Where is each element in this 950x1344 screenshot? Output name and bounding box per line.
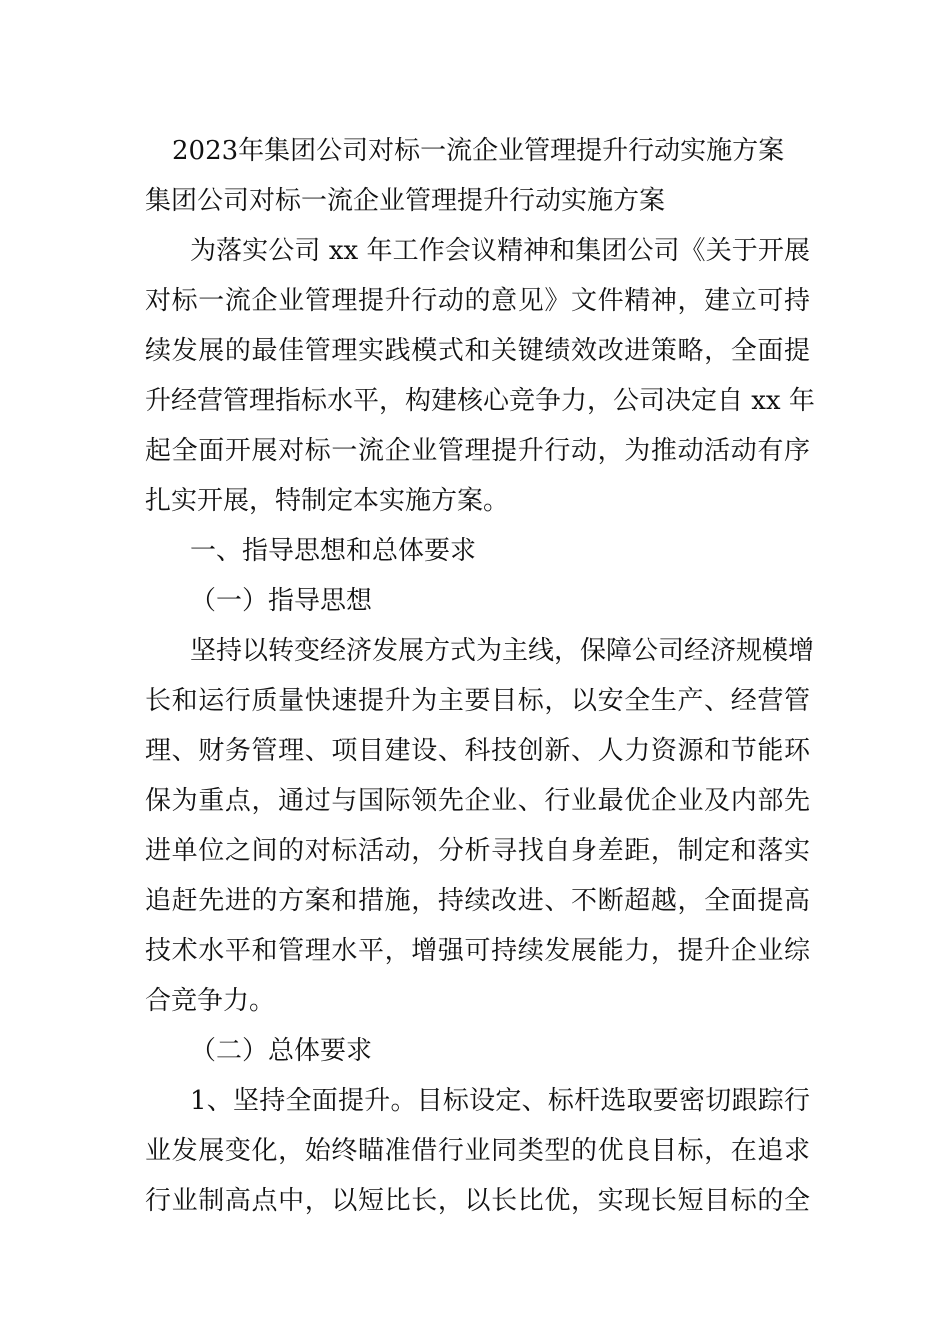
paragraph-line: 合竞争力。 <box>145 986 276 1016</box>
paragraph-line: 追赶先进的方案和措施，持续改进、不断超越，全面提高 <box>145 886 810 916</box>
paragraph-line: 扎实开展，特制定本实施方案。 <box>145 486 510 516</box>
section-heading: 一、指导思想和总体要求 <box>190 536 477 566</box>
paragraph-line: 理、财务管理、项目建设、科技创新、人力资源和节能环 <box>145 736 810 766</box>
paragraph-line: 长和运行质量快速提升为主要目标，以安全生产、经营管 <box>145 686 810 716</box>
paragraph-line: 起全面开展对标一流企业管理提升行动，为推动活动有序 <box>145 436 810 466</box>
paragraph-line: 技术水平和管理水平，增强可持续发展能力，提升企业综 <box>145 936 810 966</box>
paragraph-line: 行业制高点中，以短比长，以长比优，实现长短目标的全 <box>145 1186 810 1216</box>
paragraph-line: 1、坚持全面提升。目标设定、标杆选取要密切跟踪行 <box>190 1086 810 1116</box>
paragraph-line: 坚持以转变经济发展方式为主线，保障公司经济规模增 <box>190 636 815 666</box>
paragraph-line: 升经营管理指标水平，构建核心竞争力，公司决定自 xx 年 <box>145 386 815 416</box>
paragraph-line: 续发展的最佳管理实践模式和关键绩效改进策略，全面提 <box>145 336 810 366</box>
document-subtitle: 集团公司对标一流企业管理提升行动实施方案 <box>145 186 666 216</box>
subsection-heading: （一）指导思想 <box>190 586 373 616</box>
paragraph-line: 为落实公司 xx 年工作会议精神和集团公司《关于开展 <box>190 236 810 266</box>
paragraph-line: 业发展变化，始终瞄准借行业同类型的优良目标，在追求 <box>145 1136 810 1166</box>
paragraph-line: 对标一流企业管理提升行动的意见》文件精神，建立可持 <box>145 286 810 316</box>
subsection-heading: （二）总体要求 <box>190 1036 373 1066</box>
paragraph-line: 保为重点，通过与国际领先企业、行业最优企业及内部先 <box>145 786 810 816</box>
document-title: 2023年集团公司对标一流企业管理提升行动实施方案 <box>172 136 785 166</box>
paragraph-line: 进单位之间的对标活动，分析寻找自身差距，制定和落实 <box>145 836 810 866</box>
